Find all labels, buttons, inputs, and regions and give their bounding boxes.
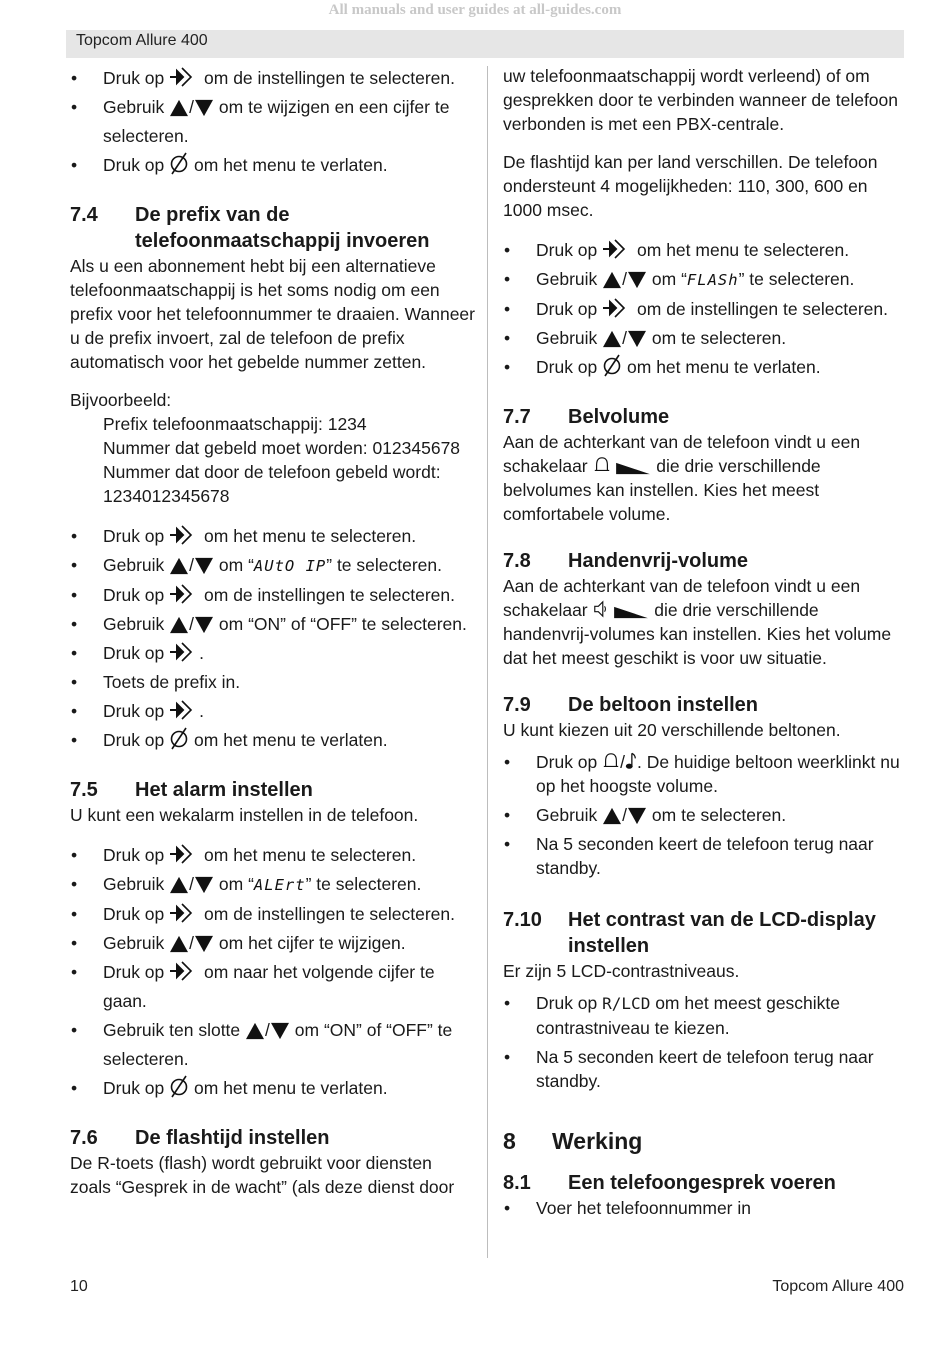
list-item: • Gebruik / om het cijfer te wijzigen. [70,929,476,958]
section-7-4-heading: 7.4 De prefix van de telefoonmaatschappij invoeren [70,204,430,252]
section-7-6-heading: 7.6 De flashtijd instellen [70,1127,330,1149]
menu-arrow-icon [169,583,199,605]
section-7-4-intro: Als u een abonnement hebt bij een alternatieve telefoonmaatschappij is het soms nodig om een prefix voor het telefoonnummer te draaien. Wanneer u de prefix invoert, zal de telefoon de prefix automatisch voor het gebelde nummer zetten. [70,256,475,372]
up-arrow-icon [169,935,189,953]
list-item: • Druk op om het menu te verlaten. [503,353,909,382]
footer-title: Topcom Allure 400 [772,1278,904,1295]
list-item: • Druk op . [70,697,476,726]
bell-icon [593,454,611,476]
menu-arrow-icon [169,641,199,663]
list-item: • Gebruik / om “ALErt” te selecteren. [70,870,476,900]
list-item: • Druk op R/LCD om het meest geschikte contrastniveau te kiezen. [503,991,909,1040]
lcd-text: ALErt [253,876,306,894]
section-7-9-intro: U kunt kiezen uit 20 verschillende beltonen. [503,720,841,740]
list-item: • Druk op / . De huidige beltoon weerklinkt nu op het hoogste volume. [503,750,909,798]
list-item: • Gebruik / om “ON” of “OFF” te selecteren. [70,610,476,639]
example-label: Bijvoorbeeld: [70,390,172,410]
list-item: • Gebruik / om “FLASh” te selecteren. [503,265,909,295]
menu-arrow-icon [602,238,632,260]
speaker-icon [593,598,609,620]
section-7-5-intro: U kunt een wekalarm instellen in de telefoon. [70,805,419,825]
list-item: • Na 5 seconden keert de telefoon terug naar standby. [503,832,909,880]
section-7-7-heading: 7.7 Belvolume [503,406,670,428]
section-7-10-heading: 7.10 Het contrast van de LCD-display instellen [503,909,876,957]
lcd-text: AUtO IP [253,557,327,575]
section-8-1-heading: 8.1 Een telefoongesprek voeren [503,1172,836,1194]
list-item: • Druk op om de instellingen te selecteren. [503,295,909,324]
up-arrow-icon [602,330,622,348]
section-7-4-steps [70,522,476,755]
list-item: • Druk op om het menu te selecteren. [503,236,909,265]
menu-arrow-icon [169,66,199,88]
section-7-9-steps [503,750,909,880]
up-arrow-icon [169,557,189,575]
header-title: Topcom Allure 400 [76,32,208,49]
section-8-1-steps [503,1196,909,1220]
down-arrow-icon [194,876,214,894]
list-item: • Na 5 seconden keert de telefoon terug naar standby. [503,1045,909,1093]
example-line: 1234012345678 [103,486,230,506]
example-line: Prefix telefoonmaatschappij: 1234 [103,414,367,434]
list-item: • Druk op om de instellingen te selecteren. [70,900,476,929]
top-bullet-list [70,64,476,180]
list-item: • Toets de prefix in. [70,668,476,697]
list-item: • Druk op om de instellingen te selecteren. [70,581,476,610]
example-block [70,412,476,508]
menu-arrow-icon [169,960,199,982]
example-line: Nummer dat door de telefoon gebeld wordt: [103,462,441,482]
r-lcd-key: R/LCD [602,994,651,1013]
section-7-10-steps [503,991,909,1093]
up-arrow-icon [169,99,189,117]
right-column [503,64,909,1225]
list-item: • Gebruik / om te wijzigen en een cijfer te selecteren. [70,93,476,151]
exit-slashed-circle-icon [169,151,189,175]
up-arrow-icon [245,1022,265,1040]
list-item: • Druk op . [70,639,476,668]
list-item: • Druk op om het menu te selecteren. [70,841,476,870]
menu-arrow-icon [602,297,632,319]
down-arrow-icon [627,271,647,289]
list-item: • Druk op om het menu te verlaten. [70,1074,476,1103]
menu-arrow-icon [169,902,199,924]
list-item: • Druk op om de instellingen te selecteren. [70,64,476,93]
section-7-6-text: De R-toets (flash) wordt gebruikt voor diensten zoals “Gesprek in de wacht” (als deze dienst door [70,1153,455,1197]
volume-ramp-icon [615,461,651,476]
footer-page-number: 10 [70,1278,88,1295]
volume-ramp-icon [613,605,649,620]
section-7-6-text-continued: uw telefoonmaatschappij wordt verleend) of om gesprekken door te verbinden wanneer de telefoon verbonden is met een PBX-centrale. [503,66,898,134]
lcd-text: FLASh [686,271,739,289]
column-divider [487,66,488,1258]
list-item: • Druk op om het menu te verlaten. [70,151,476,180]
down-arrow-icon [627,330,647,348]
music-note-icon [625,750,637,772]
down-arrow-icon [194,557,214,575]
list-item: • Voer het telefoonnummer in [503,1196,909,1220]
left-column [70,64,476,1199]
down-arrow-icon [194,935,214,953]
menu-arrow-icon [169,699,199,721]
menu-arrow-icon [169,843,199,865]
list-item: • Druk op om het menu te verlaten. [70,726,476,755]
up-arrow-icon [602,807,622,825]
bell-icon [602,750,620,772]
down-arrow-icon [270,1022,290,1040]
section-7-5-heading: 7.5 Het alarm instellen [70,779,313,801]
section-7-6-steps [503,236,909,382]
section-7-6-text-2: De flashtijd kan per land verschillen. De telefoon ondersteunt 4 mogelijkheden: 110, 300, 600 en 1000 msec. [503,152,878,220]
section-7-10-intro: Er zijn 5 LCD-contrastniveaus. [503,961,740,981]
list-item: • Druk op om het menu te selecteren. [70,522,476,551]
down-arrow-icon [194,99,214,117]
section-7-8-heading: 7.8 Handenvrij-volume [503,550,749,572]
up-arrow-icon [169,616,189,634]
up-arrow-icon [169,876,189,894]
chapter-8-heading: 8 Werking [503,1128,643,1154]
menu-arrow-icon [169,524,199,546]
section-7-7-text: Aan de achterkant van de telefoon vindt u een schakelaar die drie verschillende belvolumes kan instellen. Kies het meest comfortabele volume. [503,432,861,524]
list-item: • Gebruik ten slotte / om “ON” of “OFF” te selecteren. [70,1016,476,1074]
section-7-5-steps [70,841,476,1103]
up-arrow-icon [602,271,622,289]
section-7-9-heading: 7.9 De beltoon instellen [503,694,759,716]
list-item: • Gebruik / om te selecteren. [503,324,909,353]
running-header [66,30,904,58]
down-arrow-icon [194,616,214,634]
exit-slashed-circle-icon [169,1074,189,1098]
watermark: All manuals and user guides at all-guides.com [328,2,622,18]
list-item: • Gebruik / om te selecteren. [503,803,909,827]
example-line: Nummer dat gebeld moet worden: 012345678 [103,438,461,458]
exit-slashed-circle-icon [169,726,189,750]
list-item: • Gebruik / om “AUtO IP” te selecteren. [70,551,476,581]
down-arrow-icon [627,807,647,825]
list-item: • Druk op om naar het volgende cijfer te gaan. [70,958,476,1016]
section-7-8-text: Aan de achterkant van de telefoon vindt u een schakelaar die drie verschillende handenvrij-volumes kan instellen. Kies het volume dat het meest geschikt is voor uw situatie. [503,576,892,668]
exit-slashed-circle-icon [602,353,622,377]
